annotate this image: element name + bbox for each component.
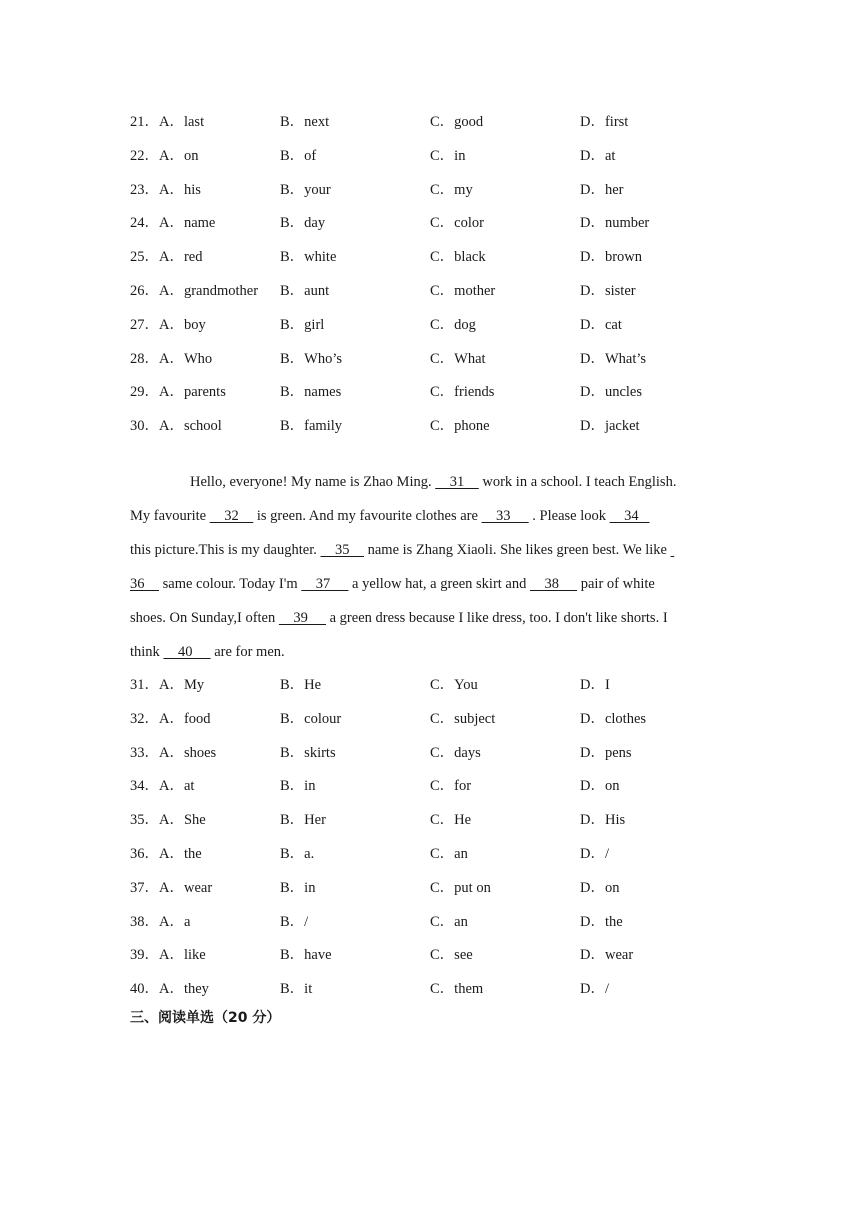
option-b: B．day	[280, 215, 326, 232]
passage-line-4	[130, 574, 730, 594]
option-a	[130, 416, 222, 436]
question-row	[130, 247, 730, 267]
option-a-text: A．on	[159, 147, 199, 164]
question-number: 29．	[130, 384, 159, 401]
question-row	[130, 112, 730, 132]
question-number: 24．	[130, 215, 159, 232]
question-number: 31．	[130, 677, 159, 693]
blank-39: 39	[278, 610, 326, 626]
option-c: C．for	[430, 778, 472, 795]
option-d: D．her	[580, 181, 624, 198]
passage-text: this picture.This is my daughter.	[130, 542, 321, 558]
passage-text: My favourite	[130, 508, 210, 524]
passage-text: think	[130, 644, 164, 660]
option-c: C．an	[430, 846, 468, 862]
passage-line-2	[130, 506, 730, 526]
option-d: D．What’s	[580, 350, 647, 367]
question-number: 34．	[130, 778, 159, 795]
question-row	[130, 945, 730, 965]
option-a	[130, 180, 201, 200]
option-c: C．What	[430, 350, 486, 367]
option-a-text: A．red	[159, 249, 203, 266]
option-a	[130, 776, 194, 796]
option-a-text: A．boy	[159, 316, 206, 333]
question-row	[130, 213, 730, 233]
option-a-text: A．they	[159, 981, 209, 998]
passage-line-3	[130, 540, 730, 560]
section-heading: 三、阅读单选（20 分）	[130, 1010, 281, 1026]
passage-line-1	[190, 472, 790, 492]
option-d: D．on	[580, 879, 620, 896]
option-b: B．Who’s	[280, 350, 343, 367]
option-a	[130, 213, 215, 233]
option-b: B．a.	[280, 846, 315, 862]
blank-35: 35	[320, 542, 364, 558]
option-a-text: A．Who	[159, 350, 213, 367]
option-a-text: A．a	[159, 913, 191, 930]
option-c: C．phone	[430, 418, 490, 435]
option-a	[130, 382, 226, 402]
option-d: D．first	[580, 114, 629, 130]
question-row	[130, 146, 730, 166]
question-number: 40．	[130, 981, 159, 998]
question-number: 27．	[130, 316, 159, 333]
option-b: B．of	[280, 147, 317, 164]
option-a	[130, 844, 202, 864]
question-number: 22．	[130, 147, 159, 164]
option-d: D．number	[580, 215, 650, 232]
option-a	[130, 146, 198, 166]
question-number: 37．	[130, 879, 159, 896]
question-number: 21．	[130, 114, 159, 130]
passage-text: name is Zhang Xiaoli. She likes green best. We like	[364, 542, 671, 558]
option-a	[130, 112, 204, 132]
option-a-text: A．like	[159, 947, 206, 964]
option-d: D．jacket	[580, 418, 640, 435]
option-a-text: A．his	[159, 181, 201, 198]
blank-34: 34	[609, 508, 650, 524]
option-b: B．your	[280, 181, 331, 198]
option-d: D．at	[580, 147, 616, 164]
option-a	[130, 743, 216, 763]
option-d: D．cat	[580, 316, 622, 333]
option-d: D．brown	[580, 249, 643, 266]
passage-text: pair of white	[577, 576, 655, 592]
option-a-text: A．name	[159, 215, 216, 232]
passage-text: are for men.	[210, 644, 285, 660]
option-c: C．subject	[430, 710, 496, 727]
option-a	[130, 709, 211, 729]
question-row	[130, 416, 730, 436]
blank-33: 33	[481, 508, 529, 524]
option-b: B．it	[280, 981, 313, 998]
question-row	[130, 776, 730, 796]
option-c: C．put on	[430, 879, 491, 896]
option-a-text: A．She	[159, 812, 206, 829]
option-c: C．see	[430, 947, 473, 964]
question-number: 26．	[130, 283, 159, 299]
option-c: C．He	[430, 812, 472, 829]
question-number: 39．	[130, 947, 159, 964]
passage-text: is green. And my favourite clothes are	[253, 508, 482, 524]
question-row	[130, 844, 730, 864]
option-a-text: A．school	[159, 418, 222, 435]
question-row	[130, 878, 730, 898]
option-b: B．He	[280, 677, 322, 693]
option-d: D．I	[580, 677, 610, 693]
question-row	[130, 743, 730, 763]
option-b: B．white	[280, 249, 337, 266]
question-row	[130, 180, 730, 200]
passage-text: a green dress because I like dress, too. I don't like shorts. I	[326, 610, 668, 626]
question-number: 30．	[130, 418, 159, 435]
option-a	[130, 878, 212, 898]
option-a	[130, 979, 209, 999]
passage-text: same colour. Today I'm	[159, 576, 302, 592]
question-number: 28．	[130, 350, 159, 367]
option-b: B．Her	[280, 812, 326, 829]
option-c: C．black	[430, 249, 486, 266]
option-d: D．on	[580, 778, 620, 795]
option-a-text: A．the	[159, 846, 202, 862]
option-c: C．good	[430, 114, 484, 130]
option-b: B．family	[280, 418, 343, 435]
question-row	[130, 912, 730, 932]
option-a-text: A．My	[159, 677, 205, 693]
option-a	[130, 349, 212, 369]
blank-36: 36	[130, 576, 159, 592]
blank-37: 37	[301, 576, 349, 592]
question-number: 38．	[130, 913, 159, 930]
option-a	[130, 945, 206, 965]
option-b: B．next	[280, 114, 330, 130]
passage-text: shoes. On Sunday,I often	[130, 610, 279, 626]
option-c: C．You	[430, 677, 478, 693]
question-number: 25．	[130, 249, 159, 266]
passage-line-6	[130, 642, 730, 662]
option-c: C．in	[430, 147, 466, 164]
option-b: B．names	[280, 384, 342, 401]
question-number: 23．	[130, 181, 159, 198]
option-a-text: A．last	[159, 114, 205, 130]
option-c: C．mother	[430, 283, 496, 299]
question-row	[130, 349, 730, 369]
option-d: D．sister	[580, 283, 636, 299]
option-b: B．have	[280, 947, 332, 964]
question-number: 33．	[130, 744, 159, 761]
option-a-text: A．at	[159, 778, 195, 795]
passage-text: a yellow hat, a green skirt and	[348, 576, 530, 592]
passage-text: Hello, everyone! My name is Zhao Ming.	[190, 474, 436, 490]
blank-31: 31	[435, 474, 479, 490]
option-d: D．wear	[580, 947, 634, 964]
option-a	[130, 912, 190, 932]
option-a-text: A．grandmother	[159, 283, 259, 299]
passage-line-5	[130, 608, 730, 628]
question-row	[130, 281, 730, 301]
option-c: C．them	[430, 981, 484, 998]
option-b: B．in	[280, 879, 316, 896]
option-d: D．/	[580, 981, 609, 998]
question-row	[130, 315, 730, 335]
option-a-text: A．shoes	[159, 744, 217, 761]
option-c: C．dog	[430, 316, 476, 333]
blank-32: 32	[209, 508, 254, 524]
option-d: D．/	[580, 846, 609, 862]
passage-text: work in a school. I teach English.	[478, 474, 677, 490]
question-row	[130, 810, 730, 830]
option-a-text: A．wear	[159, 879, 213, 896]
option-d: D．pens	[580, 744, 632, 761]
option-c: C．an	[430, 913, 468, 930]
option-a	[130, 810, 206, 830]
option-b: B．/	[280, 913, 309, 930]
option-a	[130, 675, 204, 695]
option-c: C．color	[430, 215, 484, 232]
option-a	[130, 247, 203, 267]
option-d: D．the	[580, 913, 623, 930]
option-b: B．girl	[280, 316, 325, 333]
question-row	[130, 675, 730, 695]
option-b: B．colour	[280, 710, 342, 727]
option-c: C．days	[430, 744, 481, 761]
option-d: D．clothes	[580, 710, 647, 727]
option-a	[130, 281, 258, 301]
option-a-text: A．food	[159, 710, 211, 727]
blank-36-start	[671, 540, 675, 560]
option-b: B．in	[280, 778, 316, 795]
blank-40: 40	[163, 644, 211, 660]
question-row	[130, 709, 730, 729]
passage-text: . Please look	[528, 508, 610, 524]
option-b: B．skirts	[280, 744, 336, 761]
option-c: C．my	[430, 181, 473, 198]
option-a	[130, 315, 206, 335]
question-row	[130, 382, 730, 402]
question-number: 36．	[130, 846, 159, 862]
question-number: 35．	[130, 812, 159, 829]
option-d: D．uncles	[580, 384, 643, 401]
option-b: B．aunt	[280, 283, 330, 299]
blank-38: 38	[530, 576, 578, 592]
question-row	[130, 979, 730, 999]
option-c: C．friends	[430, 384, 495, 401]
option-d: D．His	[580, 812, 626, 829]
option-a-text: A．parents	[159, 384, 226, 401]
question-number: 32．	[130, 710, 159, 727]
